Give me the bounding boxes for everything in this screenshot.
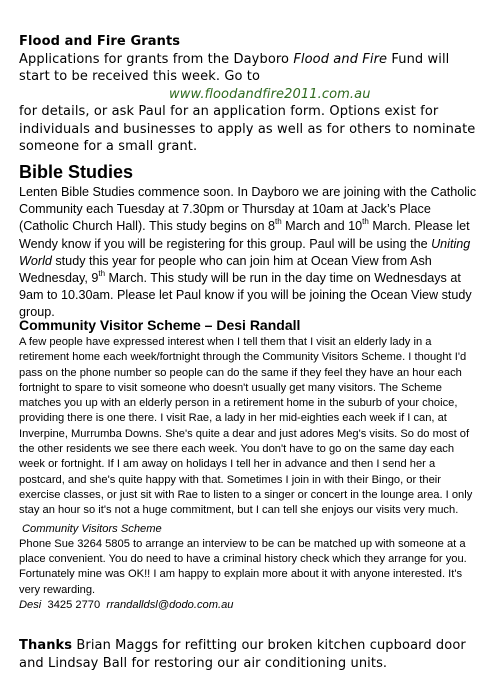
bible-text-1: Lenten Bible Studies commence soon. In Dayboro we are joining with the Catholic Community each Tuesday at 7.30pm or Thursday at 10am at Jack’s Place (Catholic Church Hall). This study begins on 8	[19, 185, 477, 234]
flood-fire-text-a: Applications for grants from the Dayboro	[19, 51, 294, 67]
contact-name: Desi	[19, 599, 42, 612]
flood-fire-title: Flood and Fire Grants	[19, 34, 181, 49]
flood-fire-text-b: Fund will start to be received this week. Go to	[19, 51, 450, 84]
bible-text-2: March and 10	[281, 219, 363, 234]
contact-email[interactable]: rrandalldsl@dodo.com.au	[106, 599, 234, 612]
flood-fire-intro	[19, 51, 481, 86]
flood-fire-fund-name: Flood and Fire	[293, 51, 388, 67]
flood-fire-details: for details, or ask Paul for an application form. Options exist for individuals and businesses to apply as well as for others to nominate someone for a small grant.	[19, 104, 476, 154]
community-visitor-phone-info: Phone Sue 3264 5805 to arrange an interview to be can be matched up with someone at a place convenient. You do need to have a criminal history check which they arrange for you. Fortunately mine was OK!! I am happy to explain more about it with anyone interested. It's very rewarding.	[19, 537, 467, 596]
flood-fire-link[interactable]: www.floodandfire2011.com.au	[169, 86, 371, 102]
bible-text-5: March. This study will be run in the day time on Wednesdays at 9am to 10.30am. Please let Paul know if you will be joining the Ocean View study group.	[19, 271, 472, 320]
ordinal-suffix: th	[98, 268, 106, 278]
community-visitor-body: A few people have expressed interest when I tell them that I visit an elderly lady in a retirement home each week/fortnight through the Community Visitors Scheme. I thought I'd pass on the phone number so people can do the same if they feel they have an hour each fortnight to spare to visit someone who doesn't usually get many visitors. The Scheme matches you up with an elderly person in a retirement home in the suburb of your choice, providing there is one there. I visit Rae, a lady in her mid-eighties each week if I can, at Inverpine, Murrumba Downs. She's quite a dear and just adores Meg's visits. So do most of the other residents we see there each week. You don't have to go on the same day each week or fortnight. If I am away on holidays I tell her in advance and then I send her a postcard, and she's quite happy with that. Sometimes I join in with their Bingo, or their exercise classes, or just sit with Rae to listen to a singer or concert in the lounge area. I only stay an hour so it's not a huge commitment, but I can tell she enjoys our visits very much.	[19, 336, 473, 517]
community-visitor-section	[19, 316, 481, 613]
flood-fire-grants-section	[19, 33, 481, 156]
thanks-section	[19, 637, 481, 672]
community-visitor-contact	[19, 598, 481, 613]
thanks-lead: Thanks	[19, 638, 73, 653]
ordinal-suffix: th	[274, 217, 282, 227]
thanks-text: Brian Maggs for refitting our broken kitchen cupboard door and Lindsay Ball for restoring our air conditioning units.	[19, 638, 466, 671]
bible-text-3: March. Please let Wendy know if you will be registering for this group. Paul will be using the	[19, 219, 470, 251]
community-visitor-subhead: Community Visitors Scheme	[22, 522, 162, 535]
bible-text-4: study this year for people who can join him at Ocean View from Ash Wednesday, 9	[19, 253, 432, 286]
ordinal-suffix: th	[362, 217, 369, 227]
bible-studies-body	[19, 184, 481, 322]
community-visitor-title: Community Visitor Scheme – Desi Randall	[19, 317, 301, 333]
thanks-paragraph	[19, 637, 481, 672]
bible-studies-title: Bible Studies	[19, 162, 134, 182]
uniting-world-title: Uniting World	[19, 236, 471, 268]
contact-phone: 3425 2770	[47, 599, 101, 612]
bible-studies-section	[19, 161, 481, 322]
